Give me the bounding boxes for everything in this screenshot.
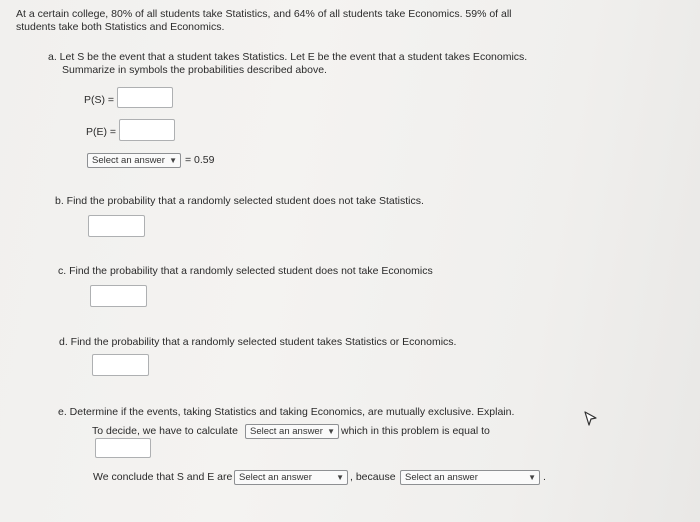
ps-label: P(S) = — [84, 94, 115, 106]
pe-answer-input[interactable] — [119, 119, 175, 141]
intro-line-2: students take both Statistics and Economics. — [16, 21, 225, 33]
part-e-end-period: . — [543, 471, 546, 483]
part-e-value-input[interactable] — [95, 438, 151, 458]
chevron-down-icon: ▼ — [528, 473, 536, 482]
chevron-down-icon: ▼ — [336, 473, 344, 482]
mouse-cursor-icon — [583, 410, 599, 428]
chevron-down-icon: ▼ — [327, 427, 335, 436]
intro-line-1: At a certain college, 80% of all students take Statistics, and 64% of all students take Economics. 59% of all — [16, 8, 512, 20]
part-c-answer-input[interactable] — [90, 285, 147, 307]
part-e-reason-select[interactable] — [400, 470, 540, 485]
part-e-conclusion-select-label: Select an answer — [239, 472, 312, 483]
pe-label: P(E) = — [86, 126, 117, 138]
ps-answer-input[interactable] — [117, 87, 173, 108]
part-e-line-2-suffix: which in this problem is equal to — [341, 425, 490, 437]
part-e-line-1: e. Determine if the events, taking Statistics and taking Economics, are mutually exclusive. Explain. — [58, 406, 515, 418]
part-e-calculate-select[interactable] — [245, 424, 339, 439]
part-a-select-label: Select an answer — [92, 155, 165, 166]
part-e-reason-select-label: Select an answer — [405, 472, 478, 483]
part-a-line-1: a. Let S be the event that a student takes Statistics. Let E be the event that a student takes Economics. — [48, 51, 528, 63]
part-a-event-select[interactable] — [87, 153, 181, 168]
part-d-question: d. Find the probability that a randomly selected student takes Statistics or Economics. — [59, 336, 457, 348]
part-e-line-2-prefix: To decide, we have to calculate — [92, 425, 238, 437]
part-e-calculate-select-label: Select an answer — [250, 426, 323, 437]
part-d-answer-input[interactable] — [92, 354, 149, 376]
part-a-line-2: Summarize in symbols the probabilities described above. — [62, 64, 327, 76]
part-a-select-suffix: = 0.59 — [185, 154, 215, 166]
part-e-conclusion-select[interactable] — [234, 470, 348, 485]
part-c-question: c. Find the probability that a randomly selected student does not take Economics — [58, 265, 433, 277]
part-b-answer-input[interactable] — [88, 215, 145, 237]
part-e-because-text: , because — [350, 471, 396, 483]
part-e-conclude-prefix: We conclude that S and E are — [93, 471, 233, 483]
problem-intro — [16, 8, 512, 34]
chevron-down-icon: ▼ — [169, 156, 177, 165]
part-b-question: b. Find the probability that a randomly selected student does not take Statistics. — [55, 195, 424, 207]
